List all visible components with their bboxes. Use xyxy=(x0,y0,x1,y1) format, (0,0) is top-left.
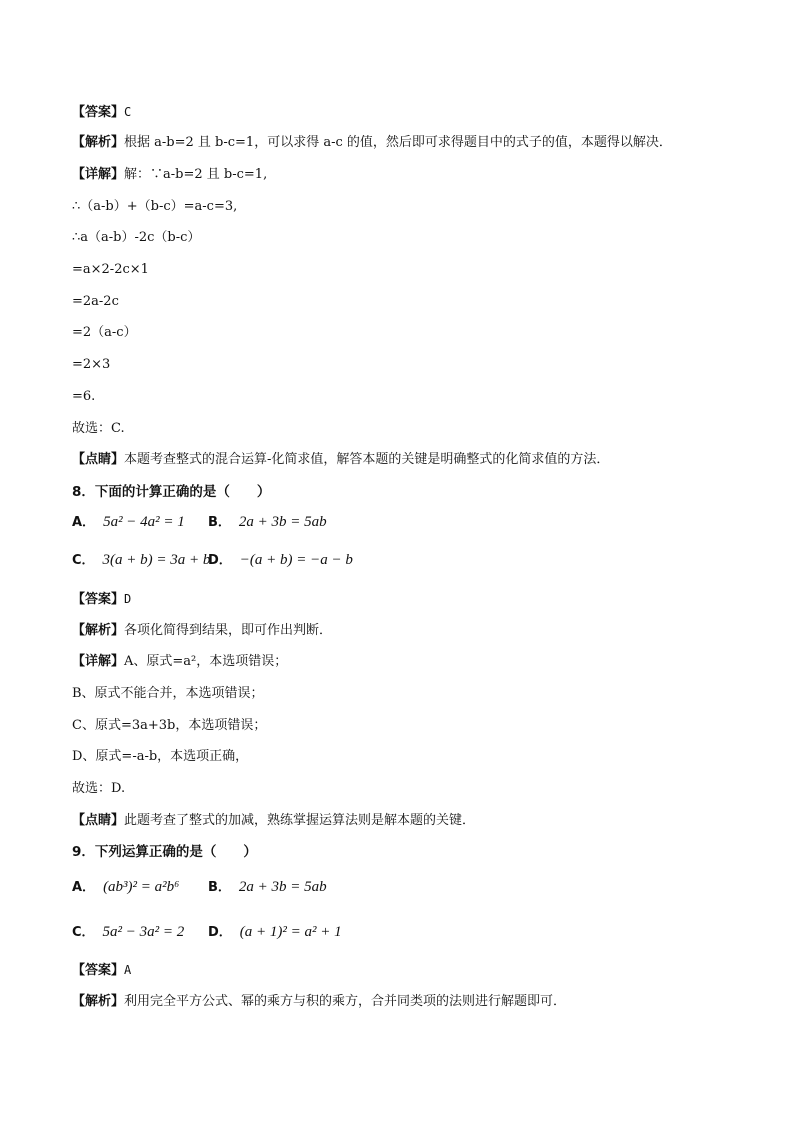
q8-option-a: A． 5a² − 4a² = 1 xyxy=(72,514,185,530)
comment-text: 本题考查整式的混合运算-化简求值，解答本题的关键是明确整式的化简求值的方法． xyxy=(124,452,610,467)
q8-option-b: B． 2a + 3b = 5ab xyxy=(208,514,327,530)
q9-option-a: A． (ab³)² = a²b⁶ xyxy=(72,879,180,895)
analysis-text: 各项化简得到结果，即可作出判断． xyxy=(124,623,333,638)
comment-tag: 【点睛】 xyxy=(72,452,125,467)
q8-comment-line xyxy=(72,812,475,830)
analysis-tag: 【解析】 xyxy=(72,623,125,638)
q8-step: B、原式不能合并，本选项错误； xyxy=(72,686,264,701)
analysis-text: 根据 a-b=2 且 b-c=1，可以求得 a-c 的值，然后即可求得题目中的式子的值，本题得以解决． xyxy=(124,135,672,150)
q7-analysis-line xyxy=(72,134,672,152)
q8-option-a-expr: 5a² − 4a² = 1 xyxy=(103,514,185,530)
q7-step: ∴（a-b）+（b-c）=a-c=3, xyxy=(72,199,238,214)
q8-step: D、原式=-a-b，本选项正确， xyxy=(72,749,249,764)
analysis-tag: 【解析】 xyxy=(72,994,125,1009)
q9-answer-line xyxy=(72,961,131,980)
q7-detail-line xyxy=(72,166,267,184)
q8-answer-line xyxy=(72,590,131,609)
answer-value: D xyxy=(124,592,132,606)
q7-choice: 故选：C. xyxy=(72,421,125,436)
q8-option-c: C． 3(a + b) = 3a + b xyxy=(72,552,211,568)
comment-text: 此题考查了整式的加减，熟练掌握运算法则是解本题的关键． xyxy=(124,813,476,828)
q9-option-d-expr: (a + 1)² = a² + 1 xyxy=(239,924,342,940)
q8-option-c-expr: 3(a + b) = 3a + b xyxy=(102,552,211,568)
answer-tag: 【答案】 xyxy=(72,105,125,120)
q8-option-b-expr: 2a + 3b = 5ab xyxy=(238,514,327,530)
q9-option-b-expr: 2a + 3b = 5ab xyxy=(238,879,327,895)
detail-tag: 【详解】 xyxy=(72,654,125,669)
detail-text: 解：∵a-b=2 且 b-c=1, xyxy=(124,167,268,182)
q7-step: =a×2-2c×1 xyxy=(72,262,149,277)
q7-step: ∴a（a-b）-2c（b-c） xyxy=(72,230,201,245)
analysis-text: 利用完全平方公式、幂的乘方与积的乘方，合并同类项的法则进行解题即可． xyxy=(124,994,567,1009)
q9-option-a-expr: (ab³)² = a²b⁶ xyxy=(103,879,180,895)
detail-text: A、原式=a²，本选项错误； xyxy=(124,654,288,669)
q7-step: =6. xyxy=(72,389,96,404)
q7-step: =2（a-c） xyxy=(72,325,137,340)
q7-step: =2a-2c xyxy=(72,294,119,309)
answer-value: C xyxy=(124,105,132,119)
q8-step: C、原式=3a+3b，本选项错误； xyxy=(72,718,267,733)
q9-question: 9．下列运算正确的是（ ） xyxy=(72,844,257,860)
q7-comment-line xyxy=(72,451,609,469)
detail-tag: 【详解】 xyxy=(72,167,125,182)
q9-option-c: C． 5a² − 3a² = 2 xyxy=(72,924,185,940)
analysis-tag: 【解析】 xyxy=(72,135,125,150)
q8-option-d: D． −(a + b) = −a − b xyxy=(208,552,353,568)
q9-option-c-expr: 5a² − 3a² = 2 xyxy=(102,924,185,940)
answer-value: A xyxy=(124,963,132,977)
q8-option-d-expr: −(a + b) = −a − b xyxy=(239,552,353,568)
q7-answer-line xyxy=(72,103,131,122)
q9-analysis-line xyxy=(72,993,566,1011)
q8-question: 8．下面的计算正确的是（ ） xyxy=(72,484,271,500)
q8-choice: 故选：D. xyxy=(72,781,126,796)
comment-tag: 【点睛】 xyxy=(72,813,125,828)
q8-analysis-line xyxy=(72,622,332,640)
q9-option-d: D． (a + 1)² = a² + 1 xyxy=(208,924,342,940)
answer-tag: 【答案】 xyxy=(72,592,125,607)
answer-tag: 【答案】 xyxy=(72,963,125,978)
q9-option-b: B． 2a + 3b = 5ab xyxy=(208,879,327,895)
q7-step: =2×3 xyxy=(72,357,111,372)
q8-detail-line xyxy=(72,653,287,671)
